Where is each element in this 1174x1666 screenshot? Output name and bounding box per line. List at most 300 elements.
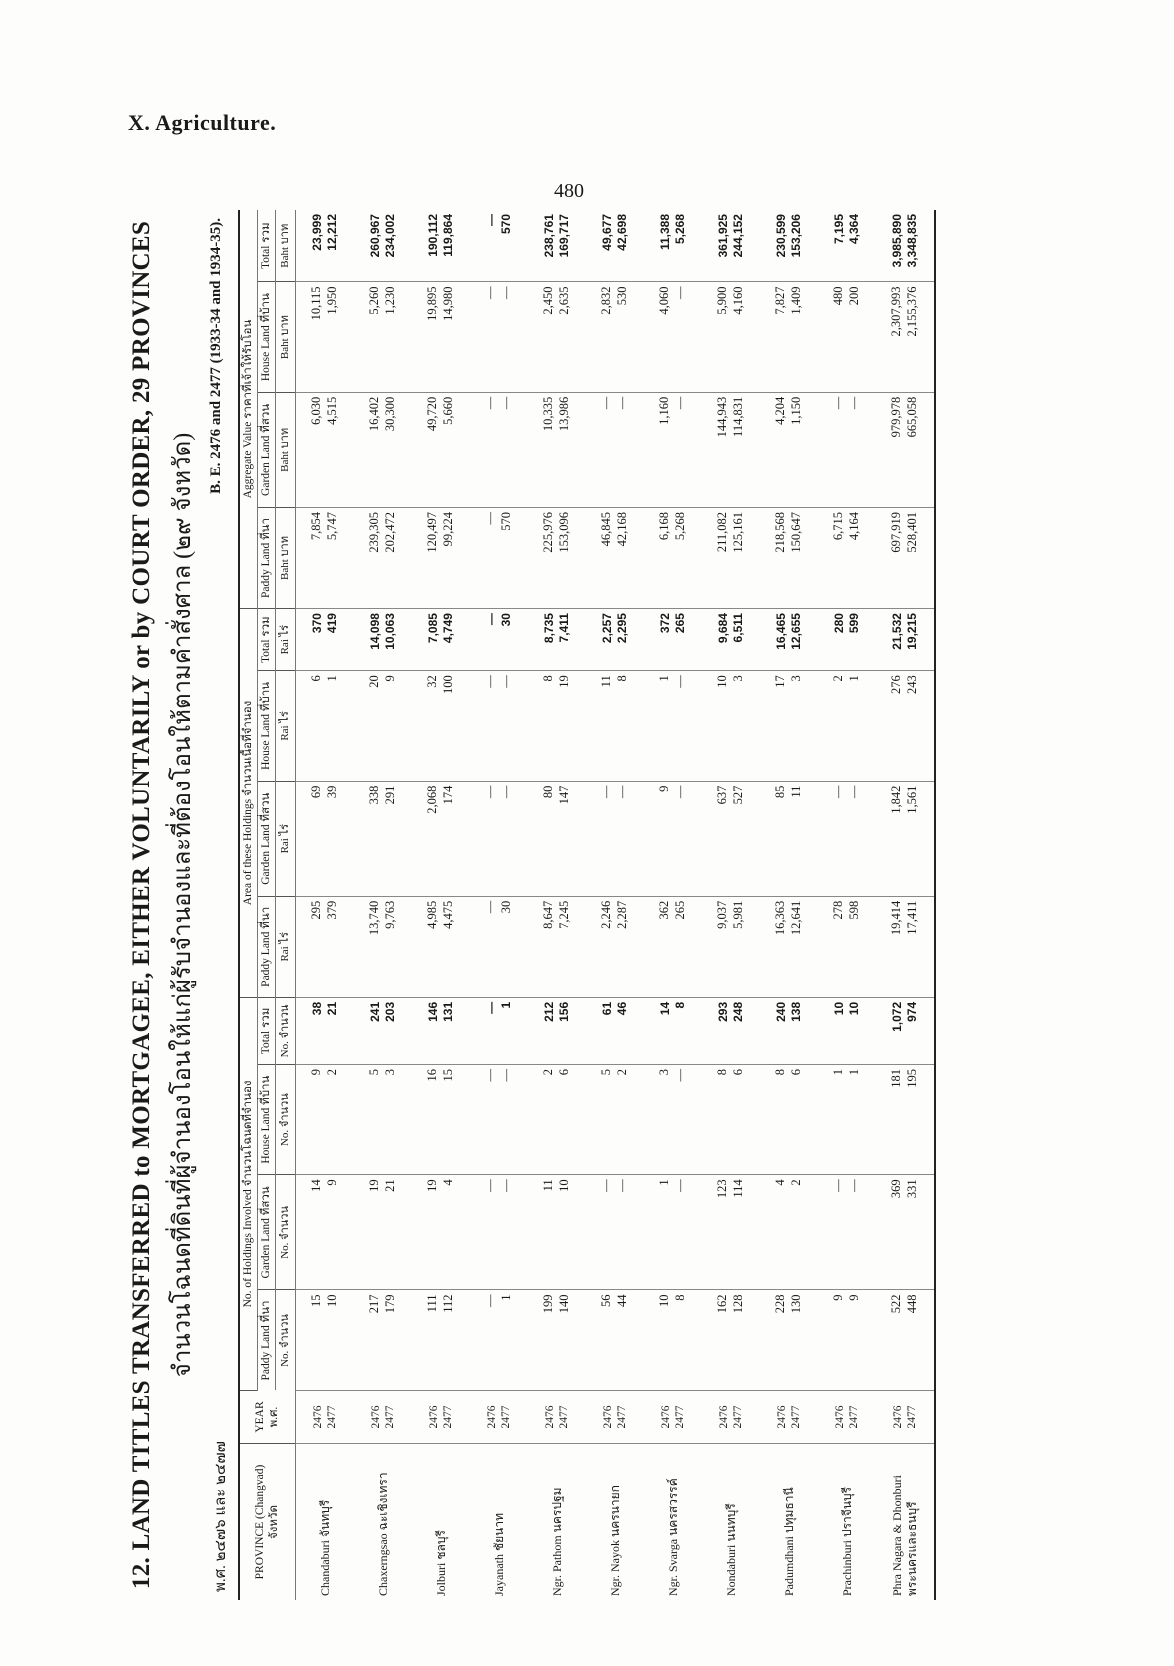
- a-paddy-cell: [296, 896, 355, 997]
- h-garden-cell: [470, 1175, 528, 1290]
- h-garden-value: 19: [425, 1179, 440, 1192]
- h-paddy-cell: [354, 1290, 412, 1391]
- v-total-value: 234,002: [383, 214, 398, 258]
- h-house-value: 8: [715, 1069, 730, 1076]
- a-house-cell: [586, 671, 644, 781]
- a-garden-value: —: [673, 785, 688, 799]
- v-garden-value: 4,515: [325, 396, 340, 425]
- v-paddy-value: 239,305: [367, 511, 382, 553]
- province-cell: Phra Nagara & Dhonburi พระนครและธนบุรี: [890, 1475, 920, 1596]
- a-paddy-value: 598: [847, 900, 862, 920]
- v-total-value: 169,717: [557, 214, 572, 258]
- h-garden-cell: [528, 1175, 586, 1290]
- a-total-value: 4,749: [441, 613, 456, 644]
- h-garden-value: 21: [383, 1179, 398, 1192]
- h-paddy-value: 140: [557, 1294, 572, 1314]
- h-house-value: 2: [615, 1069, 630, 1076]
- h-garden-value: —: [673, 1179, 688, 1192]
- v-garden-value: 665,058: [905, 396, 920, 438]
- h-paddy-value: 1: [499, 1294, 514, 1301]
- v-paddy-cell: [470, 507, 528, 608]
- table-row: [586, 210, 644, 1600]
- v-house-value: 7,827: [773, 286, 788, 315]
- v-paddy-cell: [702, 507, 760, 608]
- h-total-cell: [296, 997, 355, 1064]
- v-paddy-value: 125,161: [731, 511, 746, 553]
- a-house-value: 1: [847, 675, 862, 682]
- v-paddy-cell: [760, 507, 818, 608]
- a-garden-value: 338: [367, 785, 382, 805]
- table-row: [296, 210, 355, 1600]
- year-2: 2477: [442, 1405, 455, 1429]
- unit-baht: Baht บาท: [276, 507, 296, 608]
- a-paddy-value: 2,287: [615, 900, 630, 929]
- a-paddy-value: 7,245: [557, 900, 572, 929]
- h-total-cell: [702, 997, 760, 1064]
- a-paddy-cell: [702, 896, 760, 997]
- h-paddy-cell: [876, 1290, 935, 1391]
- v-total-cell: [412, 210, 470, 282]
- h-garden-value: —: [499, 1179, 514, 1192]
- h-paddy-value: 10: [657, 1294, 672, 1307]
- h-paddy-cell: [586, 1290, 644, 1391]
- a-garden-value: —: [499, 785, 514, 799]
- a-total-cell: [412, 609, 470, 671]
- h-garden-cell: [412, 1175, 470, 1290]
- h-house-cell: [354, 1065, 412, 1175]
- a-total-value: 12,655: [789, 613, 804, 650]
- h-garden-cell: [644, 1175, 702, 1290]
- a-total-value: 21,532: [890, 613, 905, 650]
- a-garden-cell: [296, 781, 355, 896]
- v-house-value: 1,409: [789, 286, 804, 315]
- a-total-cell: [296, 609, 355, 671]
- a-paddy-value: 19,414: [889, 900, 904, 936]
- a-garden-value: 2,068: [425, 785, 440, 814]
- v-total-value: 361,925: [716, 214, 731, 258]
- v-paddy-value: 7,854: [309, 511, 324, 541]
- a-paddy-value: 12,641: [789, 900, 804, 936]
- v-garden-cell: [586, 392, 644, 507]
- a-house-value: 243: [905, 675, 920, 695]
- v-total-cell: [760, 210, 818, 282]
- year-2: 2477: [732, 1405, 745, 1429]
- v-house-cell: [354, 282, 412, 392]
- a-house-value: 276: [889, 675, 904, 695]
- v-paddy-value: 211,082: [715, 511, 730, 553]
- a-house-cell: [354, 671, 412, 781]
- v-paddy-value: 202,472: [383, 511, 398, 553]
- year-2: 2477: [500, 1405, 513, 1429]
- h-total-cell: [354, 997, 412, 1064]
- h-total-cell: [644, 997, 702, 1064]
- a-garden-value: 11: [789, 785, 804, 798]
- a-house-cell: [702, 671, 760, 781]
- h-garden-cell: [354, 1175, 412, 1290]
- a-paddy-value: 16,363: [773, 900, 788, 936]
- col-v-paddy: Paddy Land ที่นา: [258, 507, 276, 608]
- v-house-cell: [296, 282, 355, 392]
- a-garden-value: 69: [309, 785, 324, 799]
- h-paddy-value: 448: [905, 1294, 920, 1314]
- h-total-cell: [586, 997, 644, 1064]
- a-house-value: 3: [731, 675, 746, 682]
- year-cell: [412, 1391, 470, 1444]
- col-v-total: Total รวม: [258, 210, 276, 282]
- page-number: 480: [554, 180, 584, 202]
- v-garden-value: 1,150: [789, 396, 804, 425]
- a-garden-cell: [644, 781, 702, 896]
- v-paddy-cell: [528, 507, 586, 608]
- h-garden-value: 4: [441, 1179, 456, 1186]
- h-garden-value: 4: [773, 1179, 788, 1186]
- h-total-value: 46: [615, 1001, 630, 1016]
- h-garden-value: 1: [657, 1179, 672, 1186]
- v-house-value: 19,895: [425, 286, 440, 321]
- table-title-thai: จำนวนโฉนดที่ดินที่ผู้จำนองโอนให้แก่ผู้รับจำนองและที่ต้องโอนให้ตามคำสั่งศาล (๒๙ จังหวัด): [170, 432, 196, 1378]
- v-house-value: 14,980: [441, 286, 456, 321]
- h-house-value: 3: [657, 1069, 672, 1076]
- province-cell: Nondaburi นนทบุรี: [723, 1503, 738, 1596]
- a-garden-value: —: [847, 785, 862, 799]
- v-paddy-cell: [296, 507, 355, 608]
- v-garden-value: 16,402: [367, 396, 382, 432]
- a-garden-value: 80: [541, 785, 556, 799]
- a-paddy-cell: [644, 896, 702, 997]
- v-garden-value: —: [847, 396, 862, 410]
- v-total-value: 3,348,835: [905, 214, 920, 268]
- v-garden-value: 10,335: [541, 396, 556, 432]
- a-paddy-value: 362: [657, 900, 672, 920]
- a-house-value: 1: [657, 675, 672, 682]
- a-total-cell: [644, 609, 702, 671]
- a-total-value: 265: [673, 613, 688, 634]
- h-total-value: 146: [426, 1001, 441, 1022]
- h-paddy-value: 9: [847, 1294, 862, 1301]
- v-paddy-value: 6,715: [831, 511, 846, 541]
- a-house-cell: [412, 671, 470, 781]
- h-house-value: 3: [383, 1069, 398, 1076]
- unit-rai: Rai ไร่: [276, 896, 296, 997]
- h-total-value: 1: [499, 1001, 514, 1009]
- h-house-value: 2: [325, 1069, 340, 1076]
- a-total-value: 599: [847, 613, 862, 634]
- land-titles-table: [238, 210, 936, 1600]
- a-paddy-value: 295: [309, 900, 324, 920]
- v-garden-value: 4,204: [773, 396, 788, 425]
- h-garden-cell: [760, 1175, 818, 1290]
- v-house-value: —: [483, 286, 498, 299]
- a-total-value: 370: [310, 613, 325, 634]
- a-garden-cell: [470, 781, 528, 896]
- h-garden-cell: [296, 1175, 355, 1290]
- a-garden-value: 637: [715, 785, 730, 805]
- v-total-value: 3,985,890: [890, 214, 905, 268]
- v-total-cell: [296, 210, 355, 282]
- v-total-value: 190,112: [426, 214, 441, 257]
- table-row: [412, 210, 470, 1600]
- v-garden-cell: [470, 392, 528, 507]
- a-garden-value: —: [483, 785, 498, 799]
- a-house-value: 20: [367, 675, 382, 688]
- v-house-value: 530: [615, 286, 630, 306]
- h-total-value: 10: [832, 1001, 847, 1016]
- year-1: 2476: [485, 1405, 498, 1429]
- h-total-value: 21: [325, 1001, 340, 1016]
- h-paddy-value: 8: [673, 1294, 688, 1301]
- v-house-value: 2,307,993: [889, 286, 904, 337]
- h-paddy-value: 15: [309, 1294, 324, 1307]
- a-house-cell: [470, 671, 528, 781]
- a-garden-cell: [528, 781, 586, 896]
- year-2: 2477: [384, 1405, 397, 1429]
- group-holdings: No. of Holdings Involved จำนวนโฉนดที่จำนอง: [239, 997, 258, 1390]
- unit-baht: Baht บาท: [276, 210, 296, 282]
- a-garden-cell: [702, 781, 760, 896]
- table-row: [354, 210, 412, 1600]
- v-total-value: 260,967: [368, 214, 383, 258]
- year-cell: [586, 1391, 644, 1444]
- v-house-value: 2,832: [599, 286, 614, 315]
- h-total-cell: [528, 997, 586, 1064]
- v-total-value: 42,698: [615, 214, 630, 251]
- year-1: 2476: [775, 1405, 788, 1429]
- a-house-value: —: [673, 675, 688, 688]
- v-garden-cell: [296, 392, 355, 507]
- a-house-value: —: [499, 675, 514, 688]
- v-total-value: 5,268: [673, 214, 688, 245]
- h-house-cell: [296, 1065, 355, 1175]
- year-2: 2477: [848, 1405, 861, 1429]
- a-garden-value: 1,561: [905, 785, 920, 814]
- v-garden-value: 13,986: [557, 396, 572, 432]
- a-paddy-cell: [528, 896, 586, 997]
- v-garden-cell: [528, 392, 586, 507]
- year-1: 2476: [891, 1405, 904, 1429]
- h-total-value: 1,072: [890, 1001, 905, 1032]
- province-cell: Chaxerngsao ฉะเชิงเทรา: [375, 1472, 390, 1596]
- year-cell: [354, 1391, 412, 1444]
- h-paddy-value: 10: [325, 1294, 340, 1307]
- h-paddy-cell: [702, 1290, 760, 1391]
- h-house-value: 1: [831, 1069, 846, 1076]
- a-garden-value: —: [615, 785, 630, 799]
- v-total-value: 119,864: [441, 214, 456, 257]
- h-total-cell: [760, 997, 818, 1064]
- col-h-garden: Garden Land ที่สวน: [258, 1175, 276, 1290]
- a-garden-value: 9: [657, 785, 672, 792]
- col-a-total: Total รวม: [258, 609, 276, 671]
- v-total-cell: [644, 210, 702, 282]
- h-house-value: 6: [731, 1069, 746, 1076]
- unit-baht: Baht บาท: [276, 392, 296, 507]
- a-garden-cell: [586, 781, 644, 896]
- year-2: 2477: [326, 1405, 339, 1429]
- v-garden-value: 30,300: [383, 396, 398, 432]
- v-garden-cell: [702, 392, 760, 507]
- rotated-table-sheet: [128, 210, 998, 1600]
- province-cell: Prachinburi ปราจีนบุรี: [839, 1486, 854, 1596]
- a-house-value: —: [483, 675, 498, 688]
- a-garden-value: 1,842: [889, 785, 904, 814]
- v-total-value: 570: [499, 214, 514, 235]
- a-garden-value: 174: [441, 785, 456, 805]
- year-cell: [818, 1391, 876, 1444]
- h-house-value: 15: [441, 1069, 456, 1082]
- a-total-cell: [354, 609, 412, 671]
- v-garden-value: 979,978: [889, 396, 904, 438]
- a-total-value: 16,465: [774, 613, 789, 650]
- h-garden-value: 369: [889, 1179, 904, 1199]
- h-paddy-value: 9: [831, 1294, 846, 1301]
- v-total-value: —: [484, 214, 499, 226]
- h-paddy-cell: [644, 1290, 702, 1391]
- v-total-cell: [470, 210, 528, 282]
- h-garden-value: —: [599, 1179, 614, 1192]
- h-house-value: 5: [367, 1069, 382, 1076]
- v-total-value: 23,999: [310, 214, 325, 251]
- a-house-value: 32: [425, 675, 440, 688]
- a-total-cell: [818, 609, 876, 671]
- a-paddy-value: 13,740: [367, 900, 382, 936]
- group-area: Area of these Holdings จำนวนเนื้อที่จำนอง: [239, 609, 258, 998]
- a-house-value: 17: [773, 675, 788, 688]
- h-house-value: —: [483, 1069, 498, 1082]
- h-total-value: —: [484, 1001, 499, 1014]
- year-cell: [760, 1391, 818, 1444]
- year-1: 2476: [543, 1405, 556, 1429]
- h-house-value: 195: [905, 1069, 920, 1088]
- v-garden-cell: [412, 392, 470, 507]
- v-paddy-value: 225,976: [541, 511, 556, 553]
- a-total-value: 8,735: [542, 613, 557, 644]
- h-garden-value: —: [847, 1179, 862, 1192]
- v-house-value: 1,230: [383, 286, 398, 315]
- v-total-cell: [818, 210, 876, 282]
- v-paddy-value: —: [483, 511, 498, 525]
- h-total-value: 293: [716, 1001, 731, 1022]
- province-cell: Jolburi ชลบุรี: [433, 1530, 448, 1596]
- year-cell: [296, 1391, 355, 1444]
- v-paddy-value: 5,747: [325, 511, 340, 541]
- a-total-cell: [702, 609, 760, 671]
- v-paddy-cell: [354, 507, 412, 608]
- h-garden-value: —: [831, 1179, 846, 1192]
- h-garden-value: 123: [715, 1179, 730, 1199]
- h-garden-cell: [586, 1175, 644, 1290]
- a-paddy-value: 4,475: [441, 900, 456, 929]
- h-garden-cell: [702, 1175, 760, 1290]
- v-house-value: 4,160: [731, 286, 746, 315]
- v-house-value: 200: [847, 286, 862, 306]
- a-house-value: 11: [599, 675, 614, 688]
- h-house-cell: [644, 1065, 702, 1175]
- v-paddy-value: 42,168: [615, 511, 630, 547]
- v-house-value: 5,900: [715, 286, 730, 315]
- a-total-cell: [876, 609, 935, 671]
- v-paddy-value: 528,401: [905, 511, 920, 553]
- h-total-value: 138: [789, 1001, 804, 1022]
- province-cell: Chandaburi จันทบุรี: [317, 1499, 332, 1596]
- table-row: [702, 210, 760, 1600]
- h-paddy-value: 217: [367, 1294, 382, 1314]
- a-garden-cell: [354, 781, 412, 896]
- h-total-value: 240: [774, 1001, 789, 1022]
- buddhist-era-english: B. E. 2476 and 2477 (1933-34 and 1934-35).: [208, 218, 224, 494]
- h-paddy-cell: [296, 1290, 355, 1391]
- v-garden-value: —: [615, 396, 630, 410]
- a-paddy-value: 5,981: [731, 900, 746, 929]
- v-paddy-value: 150,647: [789, 511, 804, 553]
- h-house-cell: [876, 1065, 935, 1175]
- a-garden-value: 291: [383, 785, 398, 805]
- a-house-value: 3: [789, 675, 804, 682]
- v-garden-value: 49,720: [425, 396, 440, 432]
- a-house-value: 6: [309, 675, 324, 682]
- h-house-value: 5: [599, 1069, 614, 1076]
- v-house-cell: [876, 282, 935, 392]
- h-house-value: —: [499, 1069, 514, 1082]
- h-house-cell: [412, 1065, 470, 1175]
- a-house-cell: [876, 671, 935, 781]
- a-paddy-cell: [876, 896, 935, 997]
- year-2: 2477: [674, 1405, 687, 1429]
- v-garden-value: —: [673, 396, 688, 410]
- v-house-cell: [412, 282, 470, 392]
- buddhist-era-thai: พ.ศ. ๒๔๗๖ และ ๒๔๗๗: [213, 1441, 229, 1592]
- a-house-cell: [296, 671, 355, 781]
- h-garden-value: 331: [905, 1179, 920, 1199]
- h-total-value: 212: [542, 1001, 557, 1022]
- v-house-value: —: [499, 286, 514, 299]
- h-garden-value: 2: [789, 1179, 804, 1186]
- a-house-value: 100: [441, 675, 456, 695]
- h-garden-value: 14: [309, 1179, 324, 1192]
- h-total-value: 14: [658, 1001, 673, 1016]
- h-paddy-value: 128: [731, 1294, 746, 1314]
- province-cell: Ngr. Pathom นครปฐม: [549, 1487, 564, 1596]
- year-1: 2476: [659, 1405, 672, 1429]
- a-total-cell: [470, 609, 528, 671]
- year-2: 2477: [906, 1405, 919, 1429]
- v-paddy-value: 697,919: [889, 511, 904, 553]
- v-garden-cell: [644, 392, 702, 507]
- year-1: 2476: [311, 1405, 324, 1429]
- a-total-cell: [586, 609, 644, 671]
- h-garden-value: —: [615, 1179, 630, 1192]
- a-total-cell: [760, 609, 818, 671]
- a-garden-value: —: [599, 785, 614, 799]
- year-2: 2477: [558, 1405, 571, 1429]
- col-a-house: House Land ที่บ้าน: [258, 671, 276, 781]
- a-garden-cell: [818, 781, 876, 896]
- h-house-value: 6: [789, 1069, 804, 1076]
- unit-rai: Rai ไร่: [276, 781, 296, 896]
- v-total-cell: [528, 210, 586, 282]
- col-v-garden: Garden Land ที่สวน: [258, 392, 276, 507]
- h-paddy-value: 179: [383, 1294, 398, 1314]
- a-house-value: 19: [557, 675, 572, 688]
- unit-no: No. จำนวน: [276, 1290, 296, 1391]
- table-row: [644, 210, 702, 1600]
- h-total-value: 156: [557, 1001, 572, 1022]
- h-house-value: 1: [847, 1069, 862, 1076]
- v-total-value: 49,677: [600, 214, 615, 251]
- v-paddy-value: 4,164: [847, 511, 862, 541]
- v-paddy-cell: [412, 507, 470, 608]
- h-house-value: 8: [773, 1069, 788, 1076]
- v-total-value: 12,212: [325, 214, 340, 251]
